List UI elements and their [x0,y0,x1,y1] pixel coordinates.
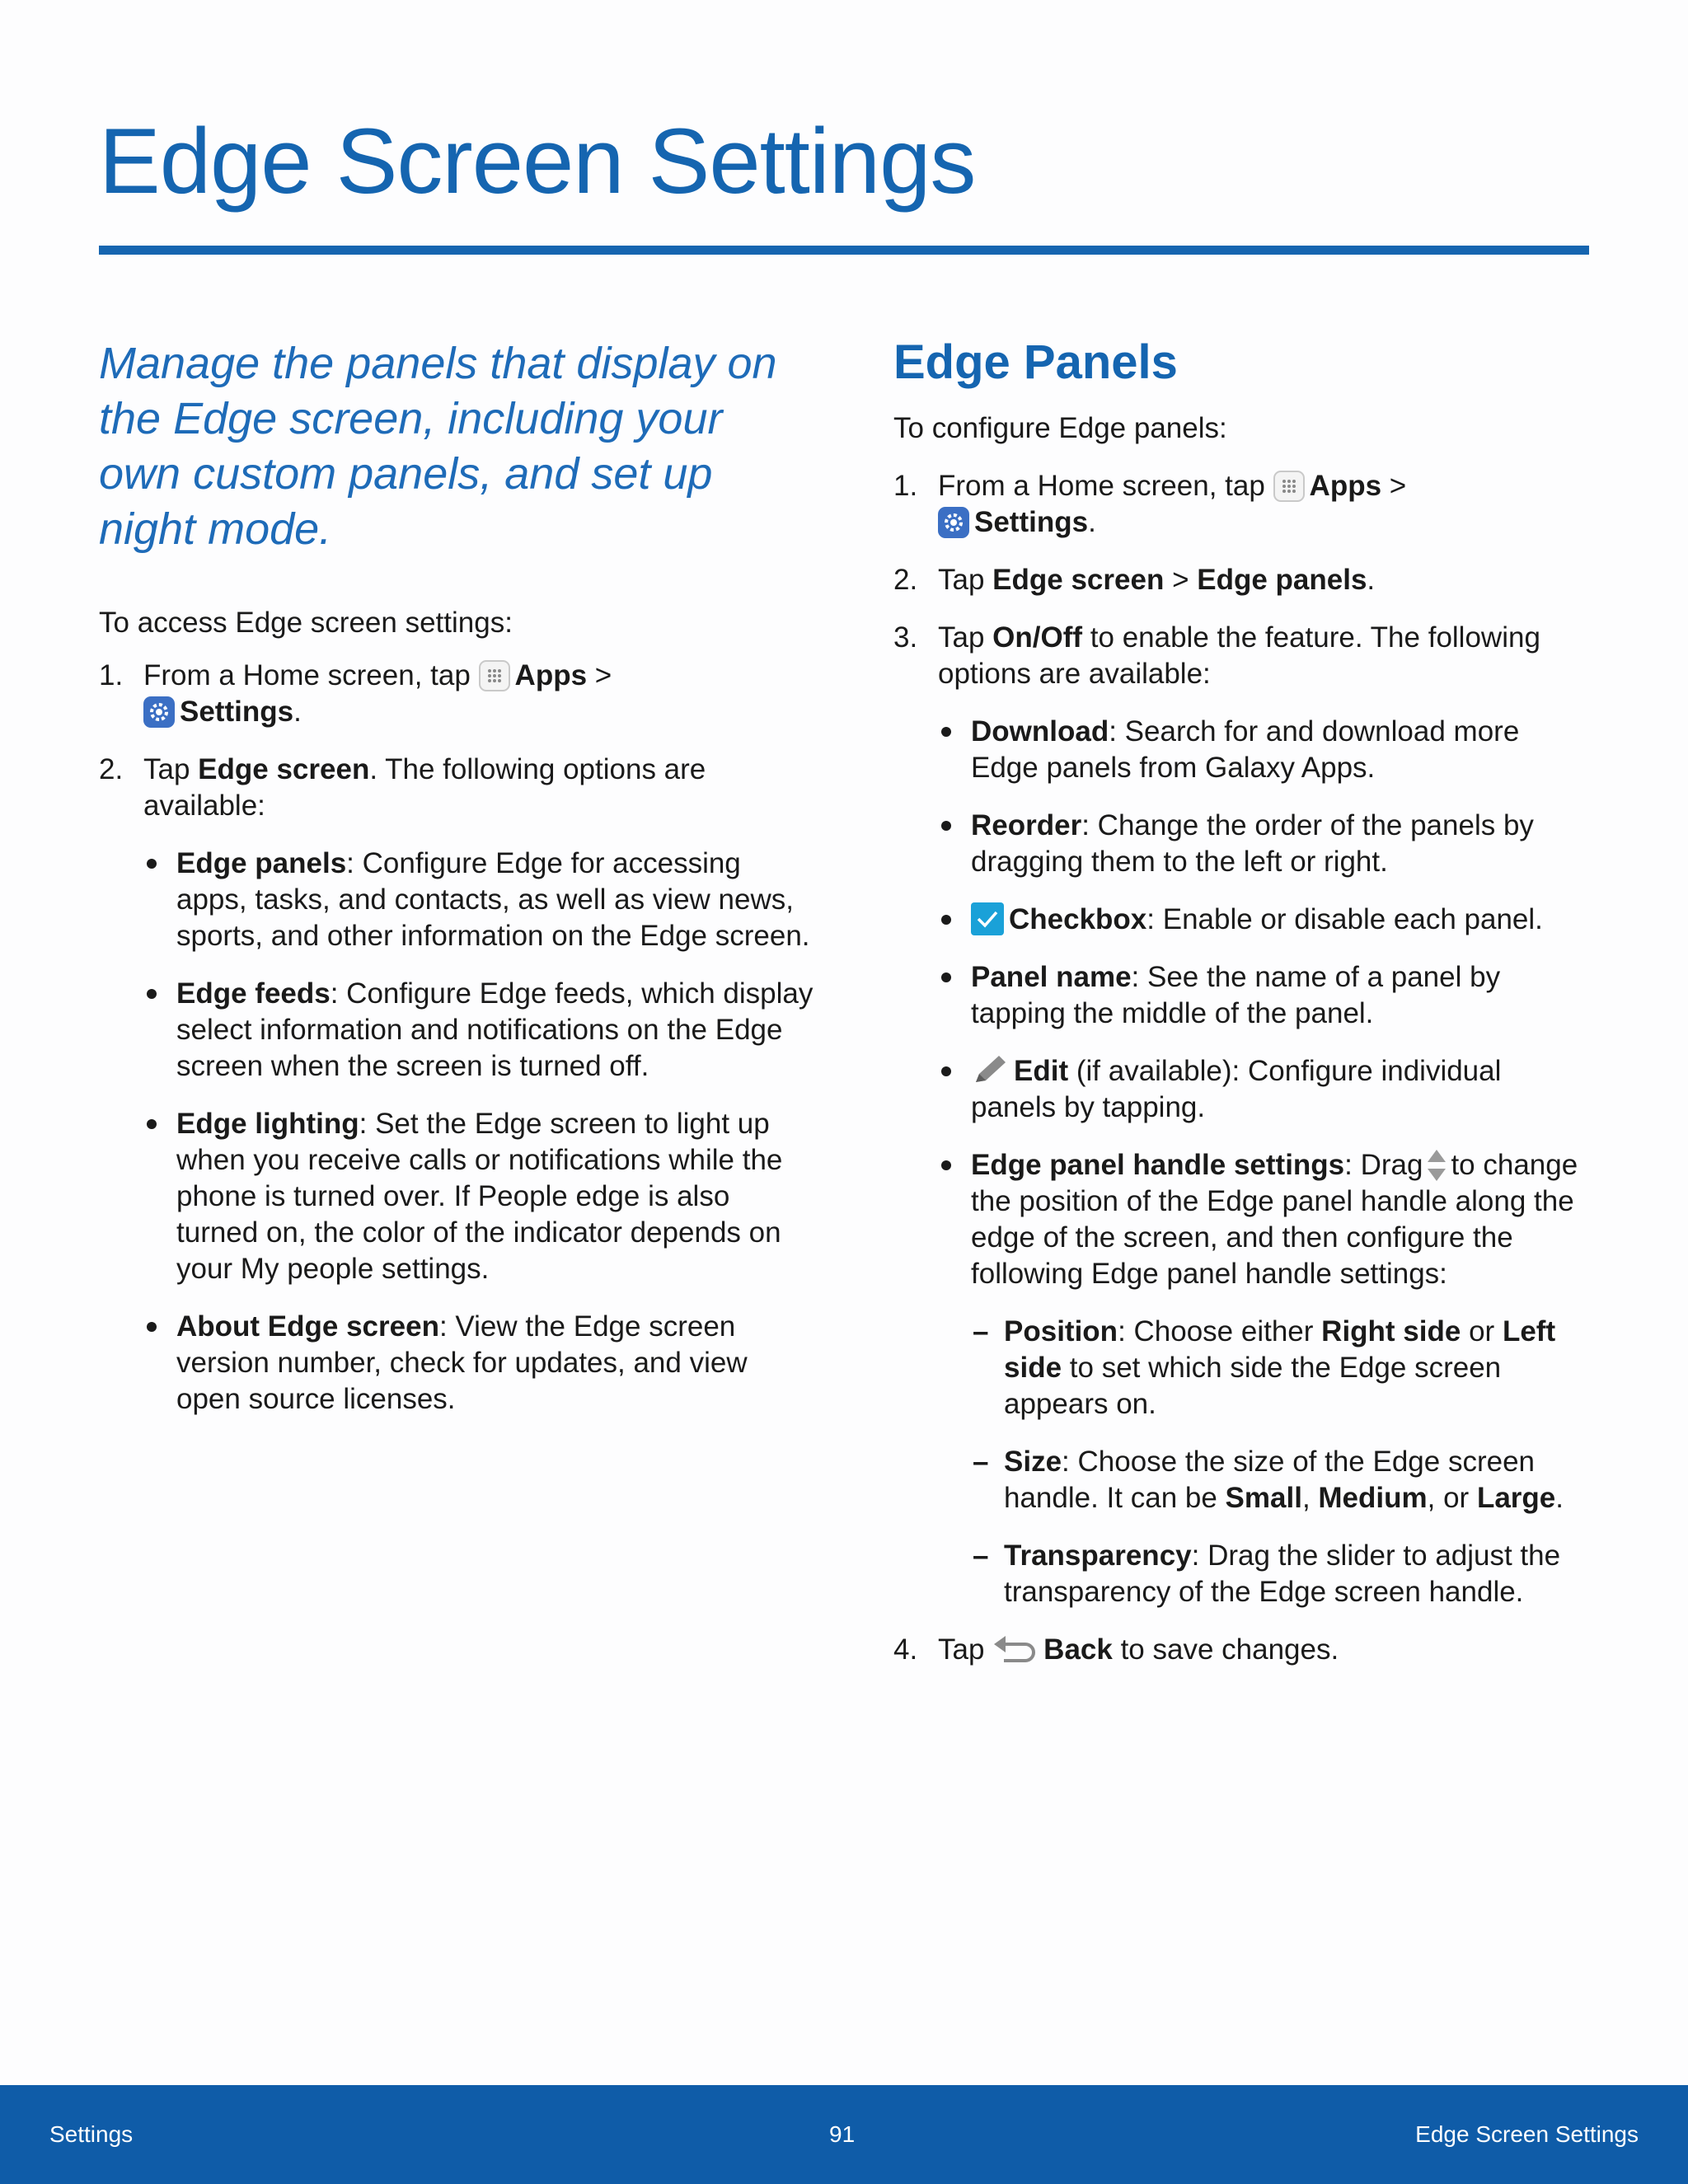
description: : Drag the slider to adjust the transparency of the Edge screen handle. [1004,1540,1561,1608]
list-item [938,902,1589,938]
step-text: Tap [938,564,985,596]
option: Large [1476,1482,1556,1514]
description: , [1301,1482,1311,1514]
step-text: . The following options are available: [143,753,706,822]
description: to change the position of the Edge panel handle along the edge of the screen, and then configure the following Edge panel handle settings: [971,1149,1578,1290]
description: : Change the order of the panels by dragging them to the left or right. [971,809,1534,878]
apps-label: Apps [514,659,588,691]
settings-icon [938,507,969,538]
period: . [1367,564,1376,596]
term: Edge panel handle settings [971,1149,1345,1181]
list-item [938,714,1589,786]
list-item [143,846,816,954]
dash: – [973,1446,989,1478]
description: : Enable or disable each panel. [1146,903,1543,935]
title-rule [99,246,1589,255]
apps-label: Apps [1309,470,1382,502]
term: Panel name [971,961,1132,993]
list-item [938,808,1589,880]
right-step-2 [893,562,1589,598]
edit-icon [971,1054,1009,1087]
step-text: From a Home screen, tap [143,659,471,691]
description: or [1469,1315,1495,1347]
description: : Drag [1344,1149,1423,1181]
step-number: 4. [893,1633,918,1666]
on-off-label: On/Off [992,621,1083,654]
dash: – [973,1315,989,1347]
right-lead: To configure Edge panels: [893,412,1227,444]
footer-section: Settings [49,2121,134,2147]
step-number: 3. [893,621,918,654]
option: Left side [1004,1315,1556,1384]
description: (if available): Configure individual panels by tapping. [971,1055,1502,1123]
term: Edge feeds [176,977,331,1010]
description: : View the Edge screen version number, check for updates, and view open source licenses. [176,1310,748,1415]
list-item [971,1314,1589,1422]
period: . [1088,506,1096,538]
term: Transparency [1004,1540,1192,1572]
page-number: 91 [829,2121,856,2147]
list-item [938,959,1589,1032]
term: Download [971,715,1109,748]
right-column [893,330,1589,1690]
list-item [971,1444,1589,1516]
left-step-1 [99,658,816,730]
left-column [99,330,816,1439]
settings-icon [143,696,175,728]
bullet [941,972,951,982]
step-number: 2. [99,753,124,785]
separator: > [1172,564,1189,596]
edge-panels-label: Edge panels [1197,564,1367,596]
right-steps [893,468,1589,1668]
step-text: Tap [938,1633,985,1666]
back-label: Back [1043,1633,1113,1666]
handle-icon [1426,1148,1447,1183]
list-item [938,1053,1589,1126]
bullet [147,989,157,999]
page-title: Edge Screen Settings [99,110,976,213]
term: About Edge screen [176,1310,439,1343]
list-item [143,1309,816,1418]
period: . [293,696,302,728]
step-number: 1. [893,470,918,502]
term: Edit [1014,1055,1069,1087]
list-item [143,976,816,1085]
term: Edge lighting [176,1108,359,1140]
edge-screen-label: Edge screen [198,753,370,785]
footer-chapter: Edge Screen Settings [1415,2121,1639,2147]
description: : Configure Edge for accessing apps, tasks, and contacts, as well as view news, sports, and other information on the Edge screen. [176,847,810,952]
step-text: Tap [143,753,190,785]
description: : Choose either [1118,1315,1314,1347]
section-heading: Edge Panels [893,335,1178,389]
edge-screen-label: Edge screen [992,564,1165,596]
step-text: to save changes. [1120,1633,1339,1666]
term: Position [1004,1315,1118,1347]
term: Checkbox [1009,903,1147,935]
option: Right side [1321,1315,1461,1347]
separator: > [1389,470,1407,502]
bullet [941,1160,951,1170]
settings-label: Settings [180,696,294,728]
left-step-2 [99,752,816,1418]
left-options [143,846,816,1418]
step-text: From a Home screen, tap [938,470,1265,502]
right-options [938,714,1589,1610]
description: to set which side the Edge screen appears on. [1004,1352,1502,1420]
term: Reorder [971,809,1082,841]
settings-label: Settings [974,506,1089,538]
description: : Set the Edge screen to light up when you receive calls or notifications while the phone is turned over. If People edge is also turned on, the color of the indicator depends on your My people settings. [176,1108,783,1285]
term: Edge panels [176,847,347,879]
bullet [941,821,951,831]
option: Medium [1318,1482,1428,1514]
bullet [941,915,951,925]
dash: – [973,1540,989,1572]
list-item [938,1147,1589,1610]
right-step-1 [893,468,1589,541]
description: , or [1427,1482,1470,1514]
checkbox-icon [971,902,1004,935]
back-icon [992,1634,1039,1666]
description: : Search for and download more Edge panels from Galaxy Apps. [971,715,1520,784]
bullet [147,1119,157,1129]
term: Size [1004,1446,1062,1478]
left-steps [99,658,816,1418]
list-item [971,1538,1589,1610]
right-step-4 [893,1632,1589,1668]
list-item [143,1106,816,1287]
left-lead: To access Edge screen settings: [99,607,513,639]
description: : Configure Edge feeds, which display select information and notifications on the Edge screen when the screen is turned off. [176,977,814,1082]
right-step-3 [893,620,1589,1610]
step-text: to enable the feature. The following options are available: [938,621,1540,690]
step-text: Tap [938,621,985,654]
bullet [941,1066,951,1076]
handle-settings [971,1314,1589,1610]
apps-icon [1273,471,1305,502]
page-footer [0,2085,1688,2184]
step-number: 2. [893,564,918,596]
bullet [147,859,157,869]
bullet [147,1322,157,1332]
intro-text: Manage the panels that display on the Edge screen, including your own custom panels, and set up night mode. [99,339,777,554]
separator: > [594,659,612,691]
description: : Choose the size of the Edge screen handle. It can be [1004,1446,1536,1514]
option: Small [1225,1482,1302,1514]
apps-icon [479,660,510,691]
description: . [1555,1482,1564,1514]
description: : See the name of a panel by tapping the middle of the panel. [971,961,1501,1029]
step-number: 1. [99,659,124,691]
bullet [941,727,951,737]
